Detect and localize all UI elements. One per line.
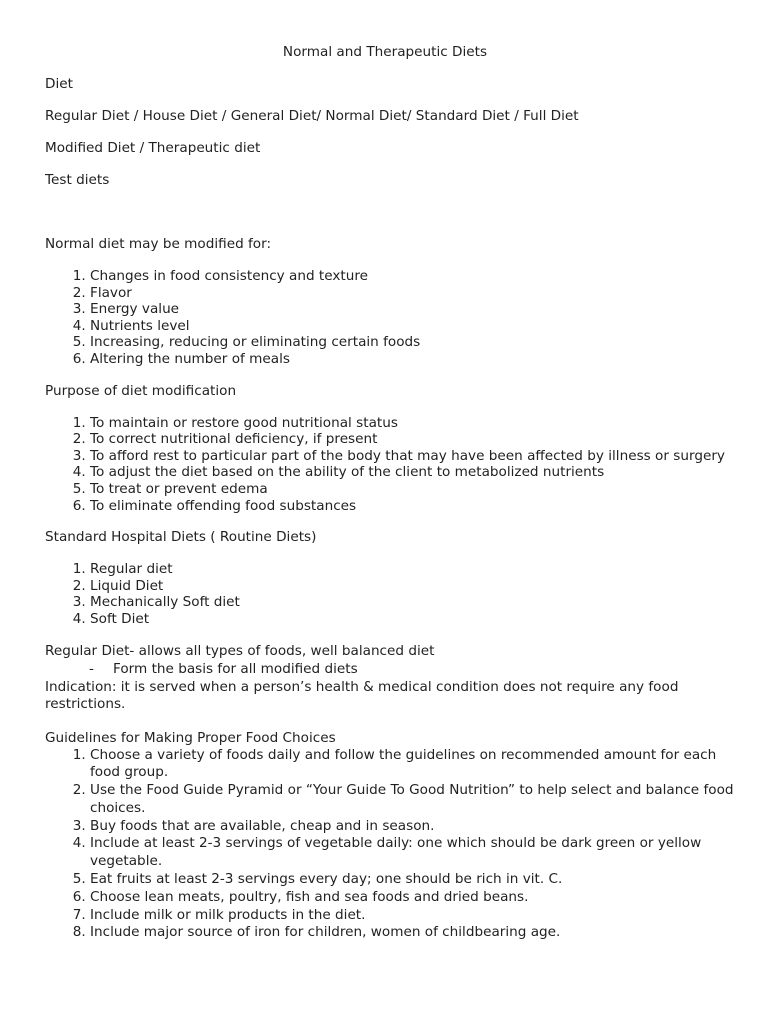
purpose-heading: Purpose of diet modification	[45, 382, 237, 399]
list-item: 6. To eliminate offending food substances	[90, 498, 735, 515]
list-item: 2. Use the Food Guide Pyramid or “Your Guide To Good Nutrition” to help select and balance food choices.	[90, 782, 735, 818]
modified-heading: Normal diet may be modified for:	[45, 236, 272, 252]
regular-diet-line: Regular Diet- allows all types of foods, well balanced diet	[45, 642, 435, 659]
list-item: 2. To correct nutritional deficiency, if present	[90, 431, 735, 448]
list-item: 2. Flavor	[90, 285, 735, 302]
list-item: 3. Energy value	[90, 301, 735, 318]
list-item: 4. To adjust the diet based on the ability of the client to metabolized nutrients	[90, 464, 735, 481]
list-item: 6. Choose lean meats, poultry, fish and sea foods and dried beans.	[90, 889, 735, 907]
list-item: 1. Changes in food consistency and texture	[90, 268, 735, 285]
list-item: 4. Soft Diet	[90, 611, 735, 628]
guidelines-list	[45, 747, 735, 943]
list-item: 2. Liquid Diet	[90, 578, 735, 595]
list-item: 5. Eat fruits at least 2-3 servings every day; one should be rich in vit. C.	[90, 871, 735, 889]
regular-diet-subpoint-text: Form the basis for all modified diets	[113, 660, 358, 677]
list-item: 6. Altering the number of meals	[90, 351, 735, 368]
list-item: 7. Include milk or milk products in the diet.	[90, 907, 735, 925]
list-item: 4. Include at least 2-3 servings of vegetable daily: one which should be dark green or yellow vegetable.	[90, 835, 735, 871]
intro-diet: Diet	[45, 76, 73, 92]
intro-modified-diet: Modified Diet / Therapeutic diet	[45, 140, 261, 156]
document-title: Normal and Therapeutic Diets	[282, 44, 488, 60]
indication-text: Indication: it is served when a person’s health & medical condition does not require any food restrictions.	[45, 678, 679, 712]
regular-diet-subpoint	[45, 660, 735, 679]
list-item: 1. To maintain or restore good nutritional status	[90, 415, 735, 432]
list-item: 1. Choose a variety of foods daily and follow the guidelines on recommended amount for each food group.	[90, 747, 735, 783]
dash-bullet: -	[89, 660, 94, 677]
list-item: 5. Increasing, reducing or eliminating certain foods	[90, 334, 735, 351]
guidelines-heading: Guidelines for Making Proper Food Choices	[45, 729, 336, 746]
list-item: 3. Mechanically Soft diet	[90, 594, 735, 611]
list-item: 4. Nutrients level	[90, 318, 735, 335]
list-item: 8. Include major source of iron for children, women of childbearing age.	[90, 924, 735, 942]
purpose-list	[45, 415, 735, 515]
standard-list	[45, 561, 735, 627]
document-page	[45, 44, 735, 942]
modified-list	[45, 268, 735, 368]
list-item: 3. Buy foods that are available, cheap and in season.	[90, 818, 735, 836]
intro-regular-diet-synonyms: Regular Diet / House Diet / General Diet/ Normal Diet/ Standard Diet / Full Diet	[45, 108, 579, 124]
spacer	[45, 204, 735, 236]
intro-test-diets: Test diets	[45, 172, 110, 188]
standard-heading: Standard Hospital Diets ( Routine Diets)	[45, 529, 317, 546]
list-item: 3. To afford rest to particular part of the body that may have been affected by illness or surgery	[90, 448, 735, 465]
list-item: 5. To treat or prevent edema	[90, 481, 735, 498]
list-item: 1. Regular diet	[90, 561, 735, 578]
